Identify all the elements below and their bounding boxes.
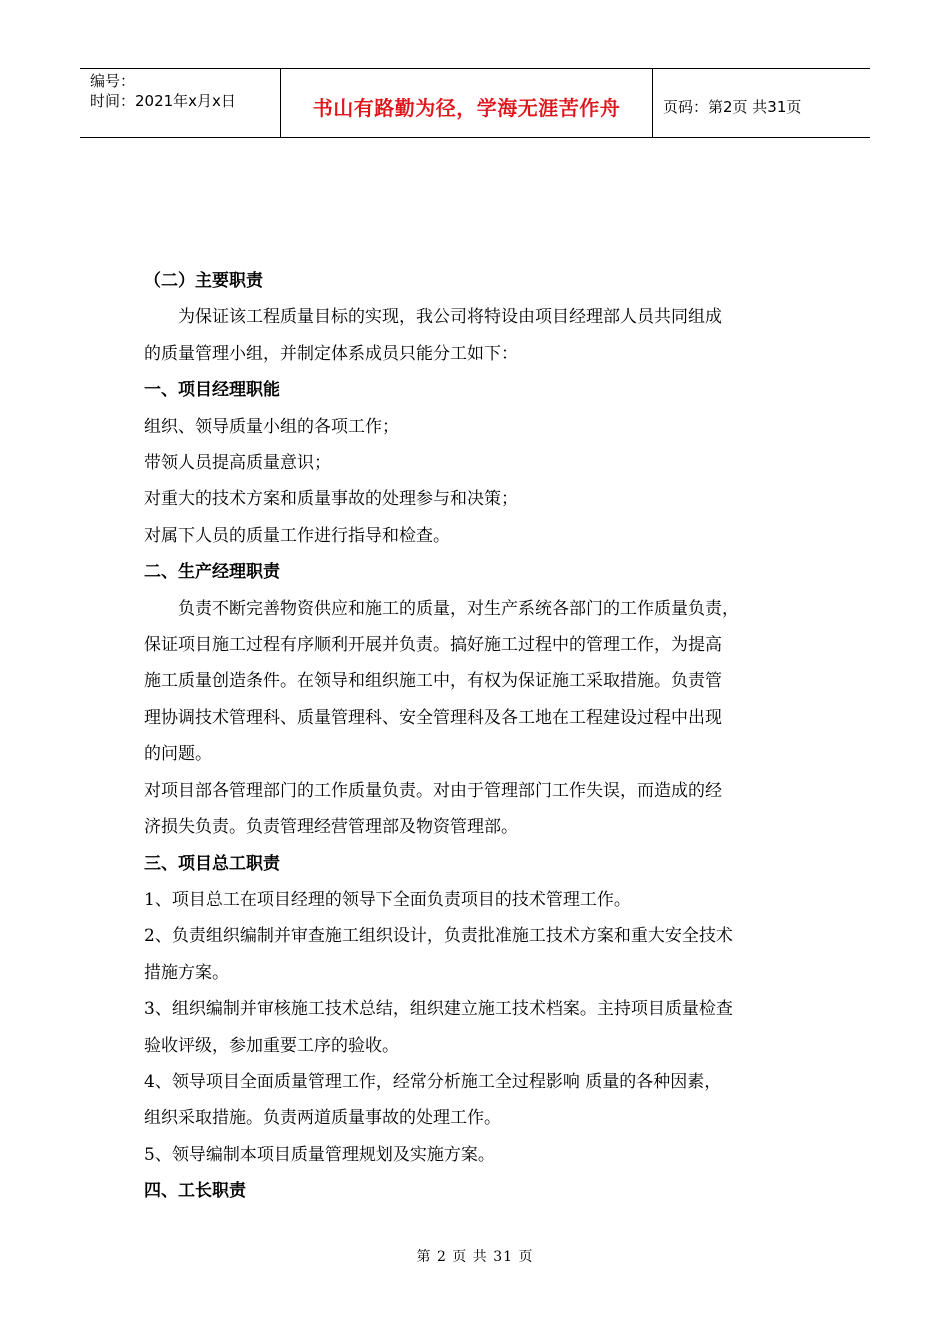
body-line: 组织采取措施。负责两道质量事故的处理工作。 [144, 1108, 501, 1129]
section-heading: 二、生产经理职责 [144, 562, 280, 583]
body-line: 济损失负责。负责管理经营管理部及物资管理部。 [144, 817, 518, 838]
section-heading: 四、工长职责 [144, 1181, 246, 1202]
body-line: 对属下人员的质量工作进行指导和检查。 [144, 525, 450, 546]
body-line: 4、领导项目全面质量管理工作，经常分析施工全过程影响 质量的各种因素， [144, 1071, 722, 1092]
document-date: 时间：2021年x月x日 [90, 92, 236, 110]
body-line: 施工质量创造条件。在领导和组织施工中，有权为保证施工采取措施。负责管 [144, 671, 722, 692]
body-line: 1、项目总工在项目经理的领导下全面负责项目的技术管理工作。 [144, 889, 631, 910]
body-line: 组织、领导质量小组的各项工作； [144, 416, 399, 437]
body-line: 2、负责组织编制并审查施工组织设计，负责批准施工技术方案和重大安全技术 [144, 926, 733, 947]
body-line: 对重大的技术方案和质量事故的处理参与和决策； [144, 489, 518, 510]
page-footer: 第 2 页 共 31 页 [416, 1249, 534, 1265]
section-heading: 三、项目总工职责 [144, 853, 280, 874]
header-meta-cell [80, 69, 281, 137]
body-line: 保证项目施工过程有序顺利开展并负责。搞好施工过程中的管理工作，为提高 [144, 635, 722, 656]
section-heading: 一、项目经理职能 [144, 380, 280, 401]
body-line: 对项目部各管理部门的工作质量负责。对由于管理部门工作失误，而造成的经 [144, 780, 722, 801]
page-header-table [80, 68, 870, 138]
document-number-label: 编号： [90, 72, 136, 90]
body-line: 措施方案。 [144, 962, 229, 983]
body-line: 3、组织编制并审核施工技术总结，组织建立施工技术档案。主持项目质量检查 [144, 999, 733, 1020]
body-line: 验收评级，参加重要工序的验收。 [144, 1035, 399, 1056]
body-paragraph: 负责不断完善物资供应和施工的质量，对生产系统各部门的工作质量负责， [178, 598, 739, 619]
body-line: 理协调技术管理科、质量管理科、安全管理科及各工地在工程建设过程中出现 [144, 707, 722, 728]
section-heading: （二）主要职责 [144, 271, 263, 291]
header-motto: 书山有路勤为径，学海无涯苦作舟 [281, 69, 653, 137]
body-line: 的问题。 [144, 744, 212, 765]
header-page-info: 页码：第2页 共31页 [663, 97, 802, 116]
body-line: 5、领导编制本项目质量管理规划及实施方案。 [144, 1144, 495, 1165]
body-paragraph: 为保证该工程质量目标的实现，我公司将特设由项目经理部人员共同组成 [178, 307, 722, 328]
body-line: 带领人员提高质量意识； [144, 453, 331, 474]
body-line: 的质量管理小组，并制定体系成员只能分工如下： [144, 343, 518, 364]
document-body [144, 263, 809, 1210]
